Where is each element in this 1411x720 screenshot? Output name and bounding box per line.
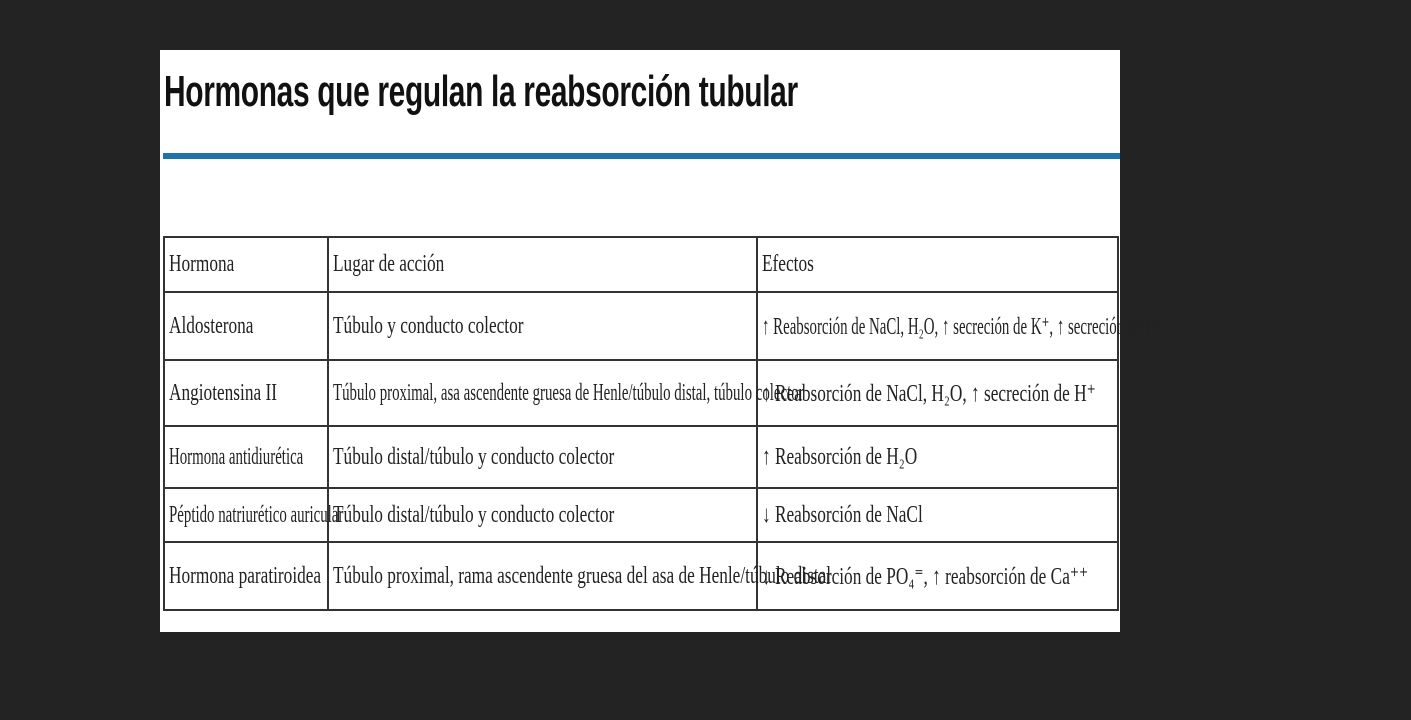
cell-hormona: Hormona antidiurética — [164, 426, 328, 488]
title-underline — [163, 153, 1120, 159]
table-row — [164, 426, 1118, 488]
slide-title: Hormonas que regulan la reabsorción tubular — [164, 67, 798, 116]
header-lugar: Lugar de acción — [328, 237, 757, 292]
cell-efectos: ↓ Reabsorción de NaCl — [757, 488, 1118, 542]
header-hormona: Hormona — [164, 237, 328, 292]
cell-hormona: Hormona paratiroidea — [164, 542, 328, 610]
table-row — [164, 542, 1118, 610]
cell-lugar: Túbulo distal/túbulo y conducto colector — [328, 488, 757, 542]
cell-efectos: ↑ Reabsorción de NaCl, H₂O, ↑ secreción de H⁺ — [757, 360, 1118, 426]
cell-efectos: ↑ Reabsorción de NaCl, H₂O, ↑ secreción de K⁺, ↑ secreción de H⁺ — [757, 292, 1118, 360]
cell-hormona: Péptido natriurético auricular — [164, 488, 328, 542]
cell-efectos: ↓ Reabsorción de PO₄⁼, ↑ reabsorción de Ca⁺⁺ — [757, 542, 1118, 610]
table-row — [164, 488, 1118, 542]
table-row — [164, 360, 1118, 426]
table-header-row — [164, 237, 1118, 292]
slide — [160, 50, 1165, 632]
cell-lugar: Túbulo distal/túbulo y conducto colector — [328, 426, 757, 488]
cell-hormona: Angiotensina II — [164, 360, 328, 426]
cell-lugar: Túbulo proximal, asa ascendente gruesa de Henle/túbulo distal, túbulo colector — [328, 360, 757, 426]
cell-lugar: Túbulo y conducto colector — [328, 292, 757, 360]
table-row — [164, 292, 1118, 360]
cell-lugar: Túbulo proximal, rama ascendente gruesa del asa de Henle/túbulo distal — [328, 542, 757, 610]
cell-efectos: ↑ Reabsorción de H₂O — [757, 426, 1118, 488]
header-efectos: Efectos — [757, 237, 1118, 292]
cell-hormona: Aldosterona — [164, 292, 328, 360]
hormones-table — [163, 236, 1165, 611]
